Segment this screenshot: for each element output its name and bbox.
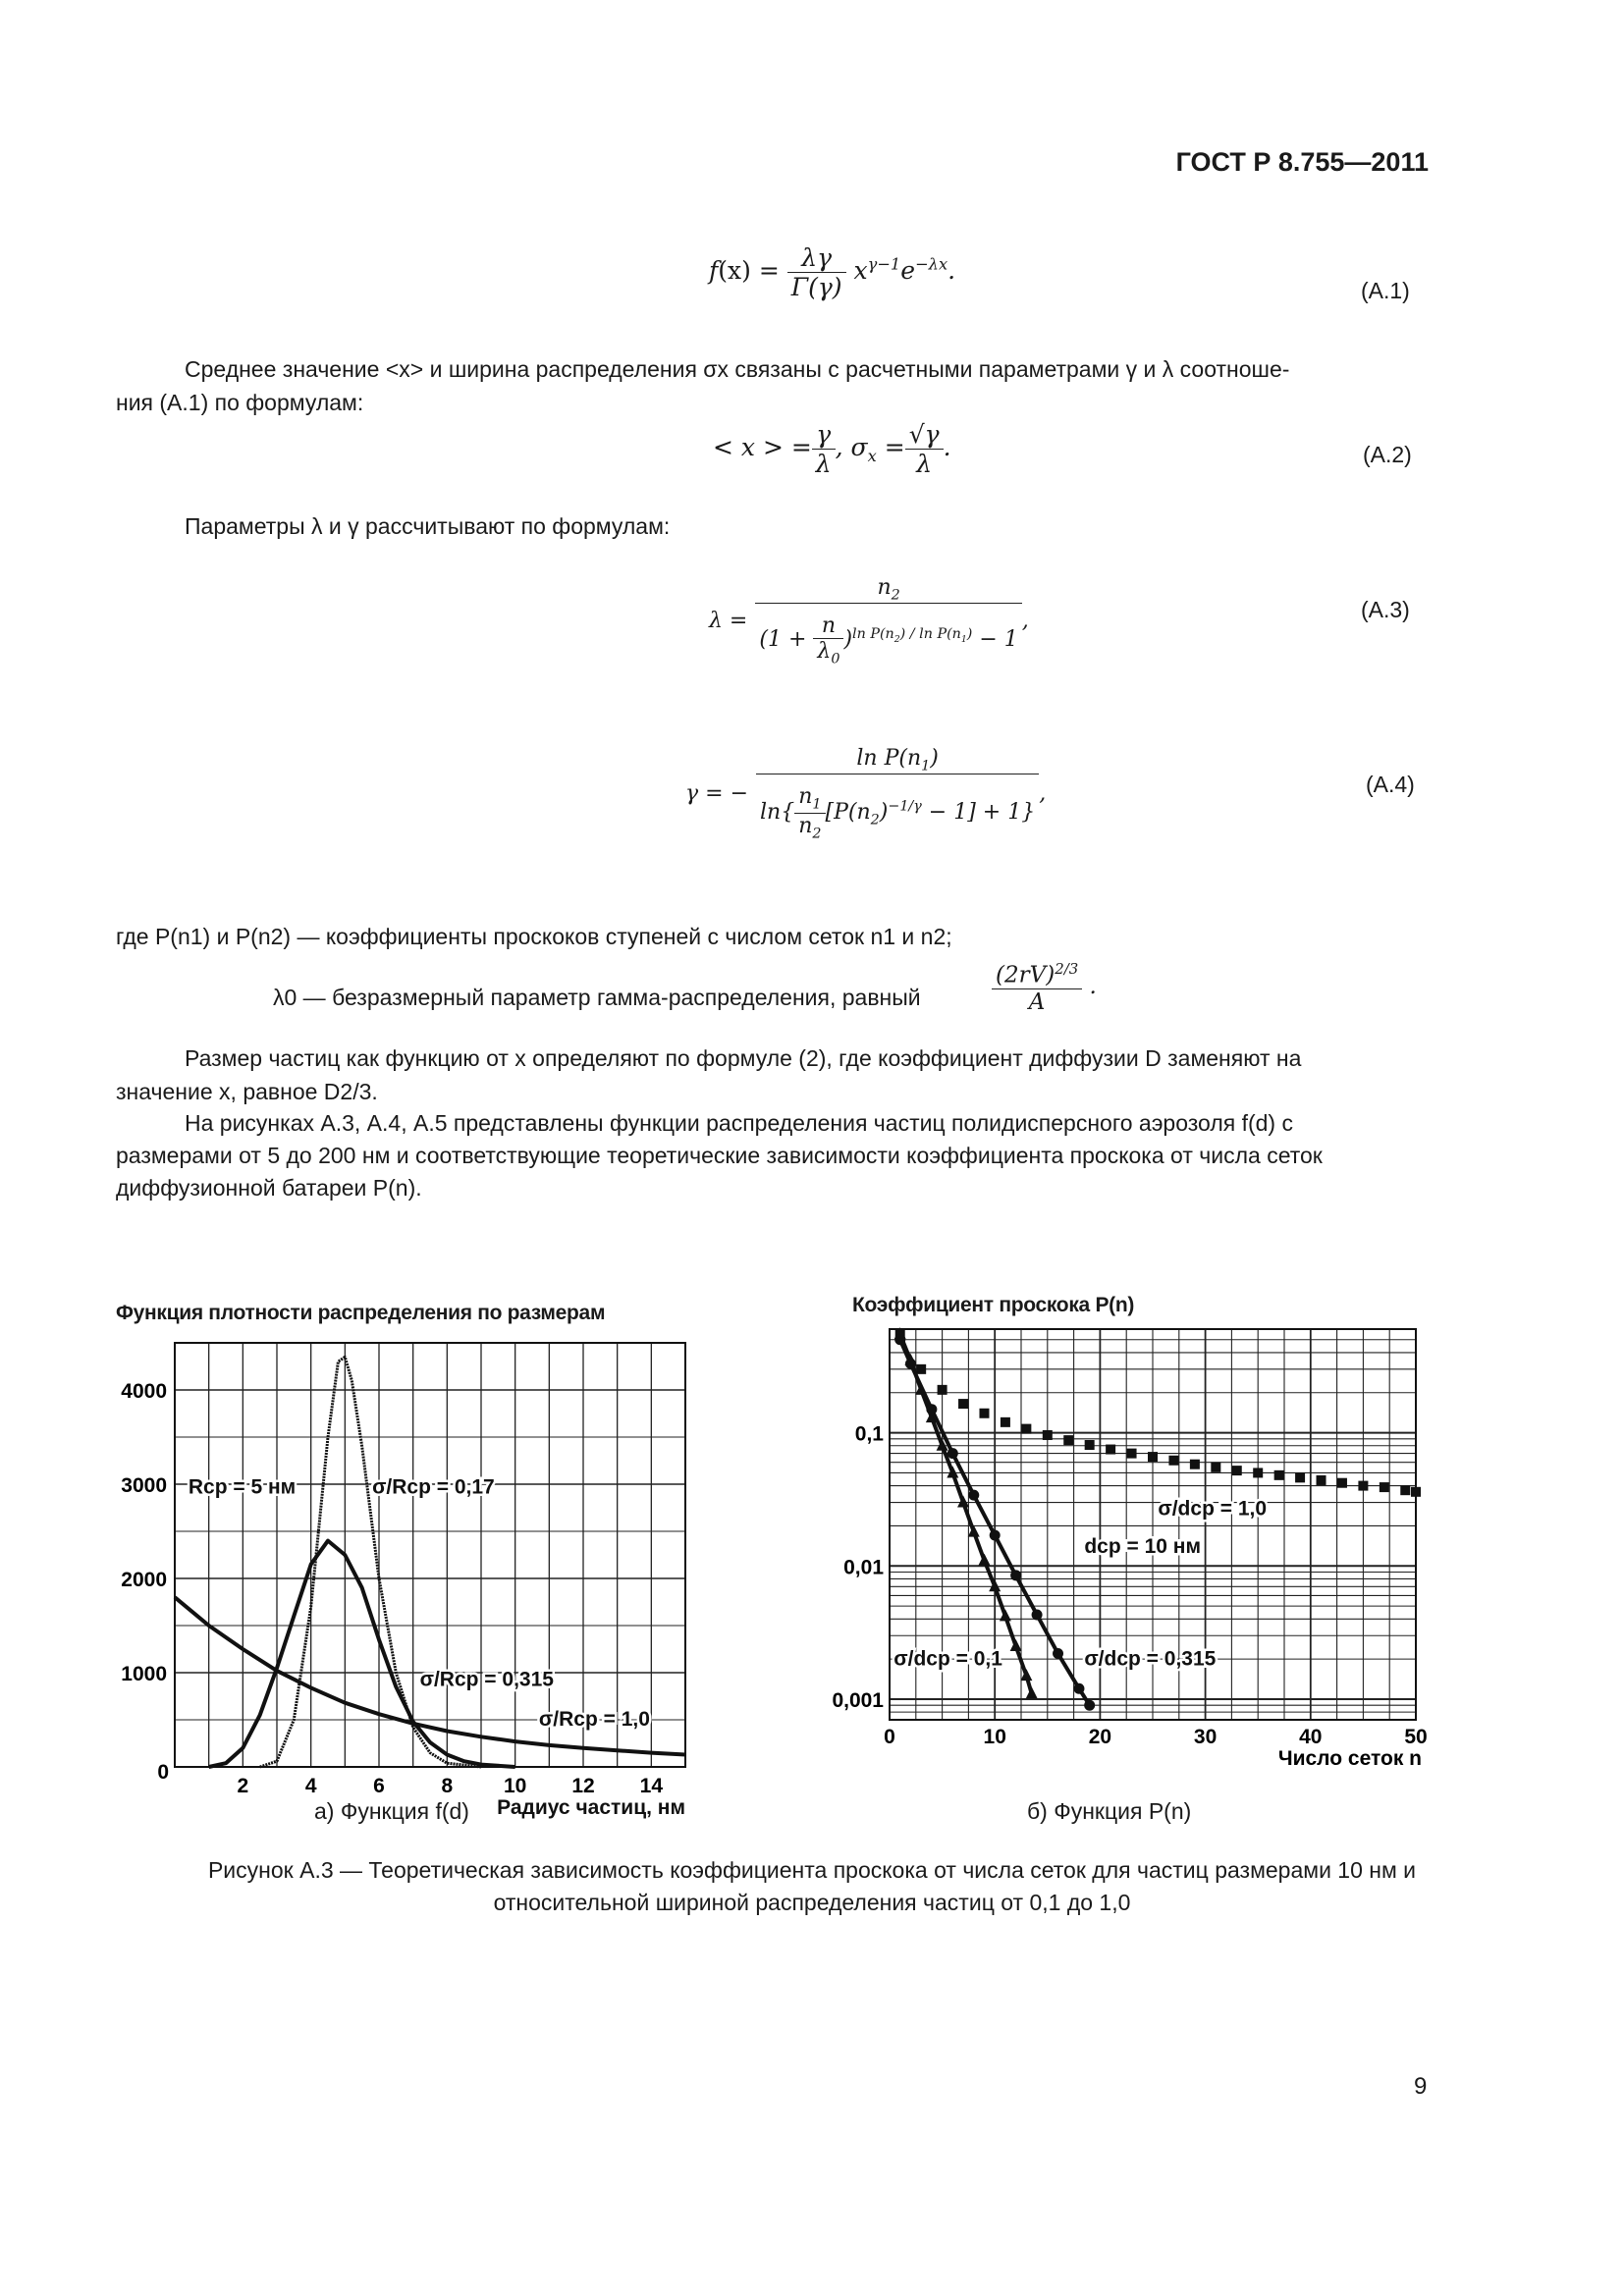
data-point-square — [1337, 1478, 1347, 1488]
data-point-circle — [1084, 1700, 1095, 1711]
x-tick-label: 10 — [503, 1775, 527, 1797]
paragraph-mean-line2: ния (А.1) по формулам: — [116, 390, 364, 415]
y-tick-label: 1000 — [121, 1663, 167, 1685]
chart-b-title: Коэффициент проскока P(n) — [852, 1294, 1135, 1316]
data-point-square — [1211, 1463, 1220, 1472]
equation-a3: λ = $n_2$ (1 + $\frac{n}{\lambda_0}$ )$^{ln P(n_2) / ln P(n_1)}$ − 1 , — [709, 575, 1029, 667]
chart-b — [825, 1315, 1453, 1787]
x-tick-label: 8 — [441, 1775, 454, 1797]
data-point-square — [938, 1385, 947, 1395]
y-tick-label: 0,01 — [843, 1556, 884, 1579]
standard-header: ГОСТ Р 8.755—2011 — [1175, 147, 1429, 177]
data-point-triangle — [957, 1496, 969, 1508]
chart-a-subcaption: а) Функция f(d) — [314, 1798, 469, 1824]
data-point-circle — [894, 1334, 905, 1345]
data-point-circle — [947, 1448, 958, 1459]
data-point-circle — [1032, 1610, 1043, 1621]
data-point-square — [1148, 1452, 1158, 1462]
annotation-label: σ/dср = 0,315 — [1084, 1647, 1217, 1671]
data-point-triangle — [1020, 1669, 1032, 1681]
annotation-label: σ/Rср = 0,17 — [372, 1475, 495, 1499]
data-point-circle — [968, 1490, 979, 1501]
equation-number-a3: (А.3) — [1361, 597, 1410, 622]
data-point-circle — [1010, 1570, 1021, 1580]
data-point-square — [1358, 1481, 1368, 1491]
data-point-square — [1411, 1487, 1421, 1497]
data-point-square — [1253, 1468, 1263, 1477]
equation-number-a2: (А.2) — [1363, 442, 1412, 467]
data-point-square — [1001, 1417, 1010, 1427]
data-point-square — [1106, 1445, 1115, 1455]
chart-a — [98, 1325, 707, 1826]
x-tick-label: 50 — [1404, 1726, 1428, 1748]
data-point-square — [1085, 1440, 1095, 1450]
equation-lambda0: $\frac{(2rV)^{2/3}}{A}$ . — [992, 960, 1097, 1015]
annotation-label: σ/dср = 0,1 — [893, 1647, 1002, 1671]
x-tick-label: 2 — [237, 1775, 249, 1797]
chart-b-subcaption: б) Функция P(n) — [1027, 1798, 1192, 1824]
annotation-label: Rср = 5 нм — [188, 1475, 297, 1499]
equation-a2: < x > = $\frac{\gamma}{\lambda}$ , $\sigma_x$ = $\frac{√\gamma}{\lambda}$ . — [713, 420, 951, 478]
x-axis-label: Радиус частиц, нм — [497, 1796, 685, 1819]
x-tick-label: 12 — [571, 1775, 595, 1797]
y-tick-label: 0,001 — [832, 1688, 884, 1712]
data-point-square — [1021, 1424, 1031, 1434]
data-point-square — [1274, 1470, 1284, 1480]
data-point-circle — [1053, 1648, 1063, 1659]
x-tick-label: 20 — [1088, 1726, 1112, 1748]
equation-a4: γ = − $\ln P(n_1)$ ln{ $\frac{n_1}{n_2}$ $[P(n_2)^{-1/\gamma} - 1] + 1$} , — [685, 746, 1047, 842]
data-point-square — [1295, 1472, 1305, 1482]
paragraph-figures-line3: диффузионной батареи P(n). — [116, 1175, 422, 1201]
data-point-square — [916, 1364, 926, 1374]
data-point-square — [1168, 1456, 1178, 1466]
chart-a-grid — [175, 1343, 685, 1767]
data-point-triangle — [978, 1554, 990, 1566]
x-axis-label: Число сеток n — [1277, 1747, 1422, 1770]
chart-a-title: Функция плотности распределения по размерам — [116, 1302, 606, 1324]
paragraph-mean-line1: Среднее значение <x> и ширина распределения σx связаны с расчетными параметрами γ и λ соотноше- — [185, 356, 1290, 382]
annotation-label: σ/dср = 1,0 — [1158, 1497, 1268, 1521]
x-tick-label: 4 — [304, 1775, 317, 1797]
y-tick-label: 0,1 — [854, 1422, 884, 1446]
data-point-triangle — [968, 1525, 980, 1537]
paragraph-figures-line2: размерами от 5 до 200 нм и соответствующие теоретические зависимости коэффициента проскока от числа сеток — [116, 1143, 1323, 1168]
data-point-circle — [926, 1404, 937, 1415]
paragraph-figures-line1: На рисунках А.3, А.4, А.5 представлены функции распределения частиц полидисперсного аэрозоля f(d) с — [185, 1110, 1293, 1136]
equation-number-a1: (А.1) — [1361, 278, 1410, 303]
y-tick-label: 0 — [157, 1761, 169, 1784]
data-point-square — [979, 1409, 989, 1418]
paragraph-where: где P(n1) и P(n2) — коэффициенты проскоков ступеней с числом сеток n1 и n2; — [116, 924, 952, 949]
data-point-square — [1232, 1466, 1242, 1475]
y-tick-label: 2000 — [121, 1569, 167, 1591]
data-point-square — [1317, 1475, 1326, 1485]
data-point-square — [958, 1399, 968, 1409]
y-tick-label: 3000 — [121, 1474, 167, 1497]
data-point-square — [1127, 1449, 1137, 1459]
paragraph-lambda0: λ0 — безразмерный параметр гамма-распределения, равный — [273, 985, 921, 1010]
paragraph-params: Параметры λ и γ рассчитывают по формулам: — [185, 513, 671, 539]
x-tick-label: 14 — [639, 1775, 664, 1797]
data-point-circle — [905, 1359, 916, 1369]
annotation-label: σ/Rср = 0,315 — [419, 1668, 554, 1691]
x-tick-label: 6 — [373, 1775, 385, 1797]
annotation-label: dср = 10 нм — [1084, 1535, 1202, 1559]
figure-caption-line2: относительной шириной распределения частиц от 0,1 до 1,0 — [493, 1890, 1131, 1915]
figure-caption-line1: Рисунок А.3 — Теоретическая зависимость коэффициента проскока от числа сеток для частиц размерами 10 нм и — [207, 1857, 1417, 1883]
paragraph-size-line1: Размер частиц как функцию от x определяют по формуле (2), где коэффициент диффузии D заменяют на — [185, 1045, 1302, 1071]
data-point-circle — [990, 1530, 1001, 1541]
data-point-square — [1400, 1485, 1410, 1495]
data-point-triangle — [947, 1466, 958, 1477]
data-point-square — [1063, 1435, 1073, 1445]
page-number: 9 — [1414, 2073, 1428, 2100]
x-tick-label: 30 — [1193, 1726, 1218, 1748]
equation-a1: f(x) = $\frac{\lambda\gamma}{\Gamma(\gamma)}$ $x^{\gamma-1}e^{-\lambda x}$. — [709, 243, 956, 301]
annotation-label: σ/Rср = 1,0 — [538, 1707, 650, 1731]
data-point-square — [1190, 1460, 1200, 1469]
equation-number-a4: (А.4) — [1366, 772, 1415, 797]
data-point-square — [1043, 1430, 1053, 1440]
data-point-triangle — [1010, 1639, 1022, 1651]
data-point-triangle — [1026, 1686, 1038, 1698]
x-tick-label: 40 — [1299, 1726, 1323, 1748]
paragraph-size-line2: значение x, равное D2/3. — [116, 1079, 378, 1104]
x-tick-label: 0 — [884, 1726, 895, 1748]
x-tick-label: 10 — [983, 1726, 1006, 1748]
series-line-1 — [260, 1357, 481, 1767]
y-tick-label: 4000 — [121, 1380, 167, 1403]
data-point-triangle — [1000, 1609, 1011, 1621]
data-point-circle — [1073, 1683, 1084, 1694]
data-point-square — [1380, 1482, 1389, 1492]
chart-a-frame — [175, 1343, 685, 1767]
